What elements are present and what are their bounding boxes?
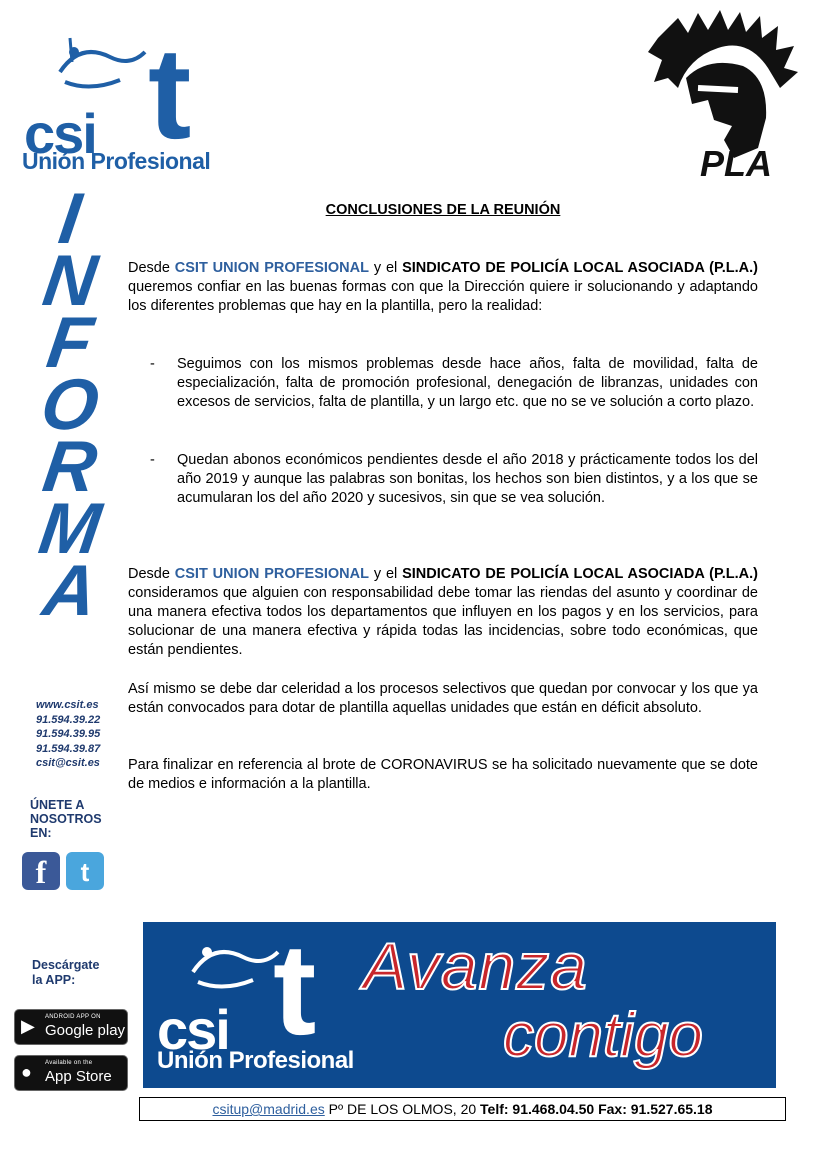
join-line: NOSOTROS bbox=[30, 812, 102, 826]
document-title: CONCLUSIONES DE LA REUNIÓN bbox=[325, 202, 561, 218]
avanza-contigo-banner bbox=[143, 916, 776, 1088]
join-line: EN: bbox=[30, 826, 52, 840]
side-word-informa bbox=[32, 179, 108, 631]
swimmer-icon bbox=[183, 932, 283, 1002]
text: y el bbox=[368, 260, 403, 276]
org-name-csit: CSIT UNION PROFESIONAL bbox=[174, 260, 369, 276]
list-dash: - bbox=[150, 452, 155, 468]
text: y el bbox=[368, 566, 403, 582]
text: queremos confiar en las buenas formas con que la Dirección quiere ir solucionando y adaptando los diferentes problemas que hay en la plantilla, pero la realidad: bbox=[128, 279, 758, 314]
store-small-text: Available on the bbox=[45, 1060, 93, 1066]
store-name: App Store bbox=[45, 1068, 112, 1085]
store-name: Google play bbox=[45, 1022, 126, 1039]
footer-address: Pº DE LOS OLMOS, 20 bbox=[324, 1101, 481, 1117]
paragraph-4: Para finalizar en referencia al brote de CORONAVIRUS se ha solicitado nuevamente que se dote de medios e información a la plantilla. bbox=[128, 757, 758, 792]
pla-helmet-logo bbox=[648, 8, 798, 184]
side-letter: F bbox=[42, 303, 98, 383]
footer-contact bbox=[139, 1097, 786, 1121]
text: Desde bbox=[128, 260, 175, 276]
download-app-label bbox=[32, 958, 99, 988]
side-letter: I bbox=[54, 179, 86, 259]
twitter-icon[interactable]: t bbox=[66, 852, 104, 890]
banner-logo-letter: t bbox=[273, 916, 317, 1062]
footer-phones: Telf: 91.468.04.50 Fax: 91.527.65.18 bbox=[480, 1101, 713, 1117]
side-letter: A bbox=[38, 551, 102, 631]
google-play-button[interactable] bbox=[14, 1009, 128, 1045]
text: Desde bbox=[128, 566, 175, 582]
logo-wordmark: csi bbox=[24, 102, 96, 165]
email-link[interactable]: csit@csit.es bbox=[36, 757, 100, 769]
app-store-button[interactable] bbox=[14, 1055, 128, 1091]
banner-subtitle: Unión Profesional bbox=[157, 1047, 354, 1074]
paragraph-3: Así mismo se debe dar celeridad a los procesos selectivos que quedan por convocar y los que ya están convocados para dotar de plantilla aquellas unidades que están en déficit absoluto. bbox=[128, 681, 758, 716]
banner-wordmark: csi bbox=[157, 998, 229, 1061]
list-item-text: Quedan abonos económicos pendientes desde el año 2018 y prácticamente todos los del año 2019 y aunque las palabras son bonitas, los hechos son bien distintos, y a los que se acumularan los del año 2020 y sucesivos, sin que se vea solución. bbox=[177, 452, 758, 506]
org-name-pla: SINDICATO DE POLICÍA LOCAL ASOCIADA (P.L.A.) bbox=[402, 260, 759, 276]
social-links bbox=[22, 852, 104, 890]
text: consideramos que alguien con responsabilidad debe tomar las riendas del asunto y coordinar de una manera efectiva todos los departamentos que influyen en los pagos y en los servicios, para solucionar de una manera efectiva y rápida todas las incidencias, sobre todo económicas, que están pendientes. bbox=[128, 585, 758, 658]
apple-icon: ● bbox=[21, 1062, 32, 1082]
logo-letter: t bbox=[148, 20, 192, 166]
org-name-csit: CSIT UNION PROFESIONAL bbox=[174, 566, 369, 582]
app-line: Descárgate bbox=[32, 958, 100, 972]
pla-logo-text: PLA bbox=[700, 143, 772, 184]
facebook-icon[interactable]: f bbox=[22, 852, 60, 890]
swimmer-icon bbox=[50, 32, 150, 102]
banner-slogan-line-1: Avanza bbox=[363, 929, 588, 1003]
org-name-pla: SINDICATO DE POLICÍA LOCAL ASOCIADA (P.L.A.) bbox=[402, 566, 759, 582]
paragraph-2 bbox=[128, 565, 758, 660]
side-letter: M bbox=[34, 489, 106, 569]
footer-email-link[interactable]: csitup@madrid.es bbox=[212, 1101, 325, 1117]
side-letter: N bbox=[38, 241, 102, 321]
app-line: la APP: bbox=[32, 973, 76, 987]
list-item-text: Seguimos con los mismos problemas desde hace años, falta de movilidad, falta de especialización, falta de promoción profesional, denegación de libranzas, unidades con excesos de servicios, falta de plantilla, y un largo etc. que no se ve solución a corto plazo. bbox=[177, 356, 758, 410]
phone-2: 91.594.39.95 bbox=[36, 728, 101, 740]
play-triangle-icon: ▶ bbox=[21, 1016, 35, 1036]
phone-3: 91.594.39.87 bbox=[36, 742, 101, 755]
csit-logo bbox=[18, 20, 218, 178]
side-letter: R bbox=[38, 427, 102, 507]
contact-info bbox=[36, 698, 100, 771]
list-dash: - bbox=[150, 356, 155, 372]
store-small-text: ANDROID APP ON bbox=[45, 1014, 101, 1020]
banner-slogan-line-2: contigo bbox=[503, 1001, 703, 1070]
paragraph-1 bbox=[128, 259, 758, 316]
side-letter: O bbox=[36, 365, 104, 445]
phone-1: 91.594.39.22 bbox=[36, 713, 101, 726]
join-us-label bbox=[30, 798, 102, 840]
join-line: ÚNETE A bbox=[30, 798, 85, 812]
website-link[interactable]: www.csit.es bbox=[36, 699, 99, 711]
logo-subtitle: Unión Profesional bbox=[22, 148, 211, 174]
